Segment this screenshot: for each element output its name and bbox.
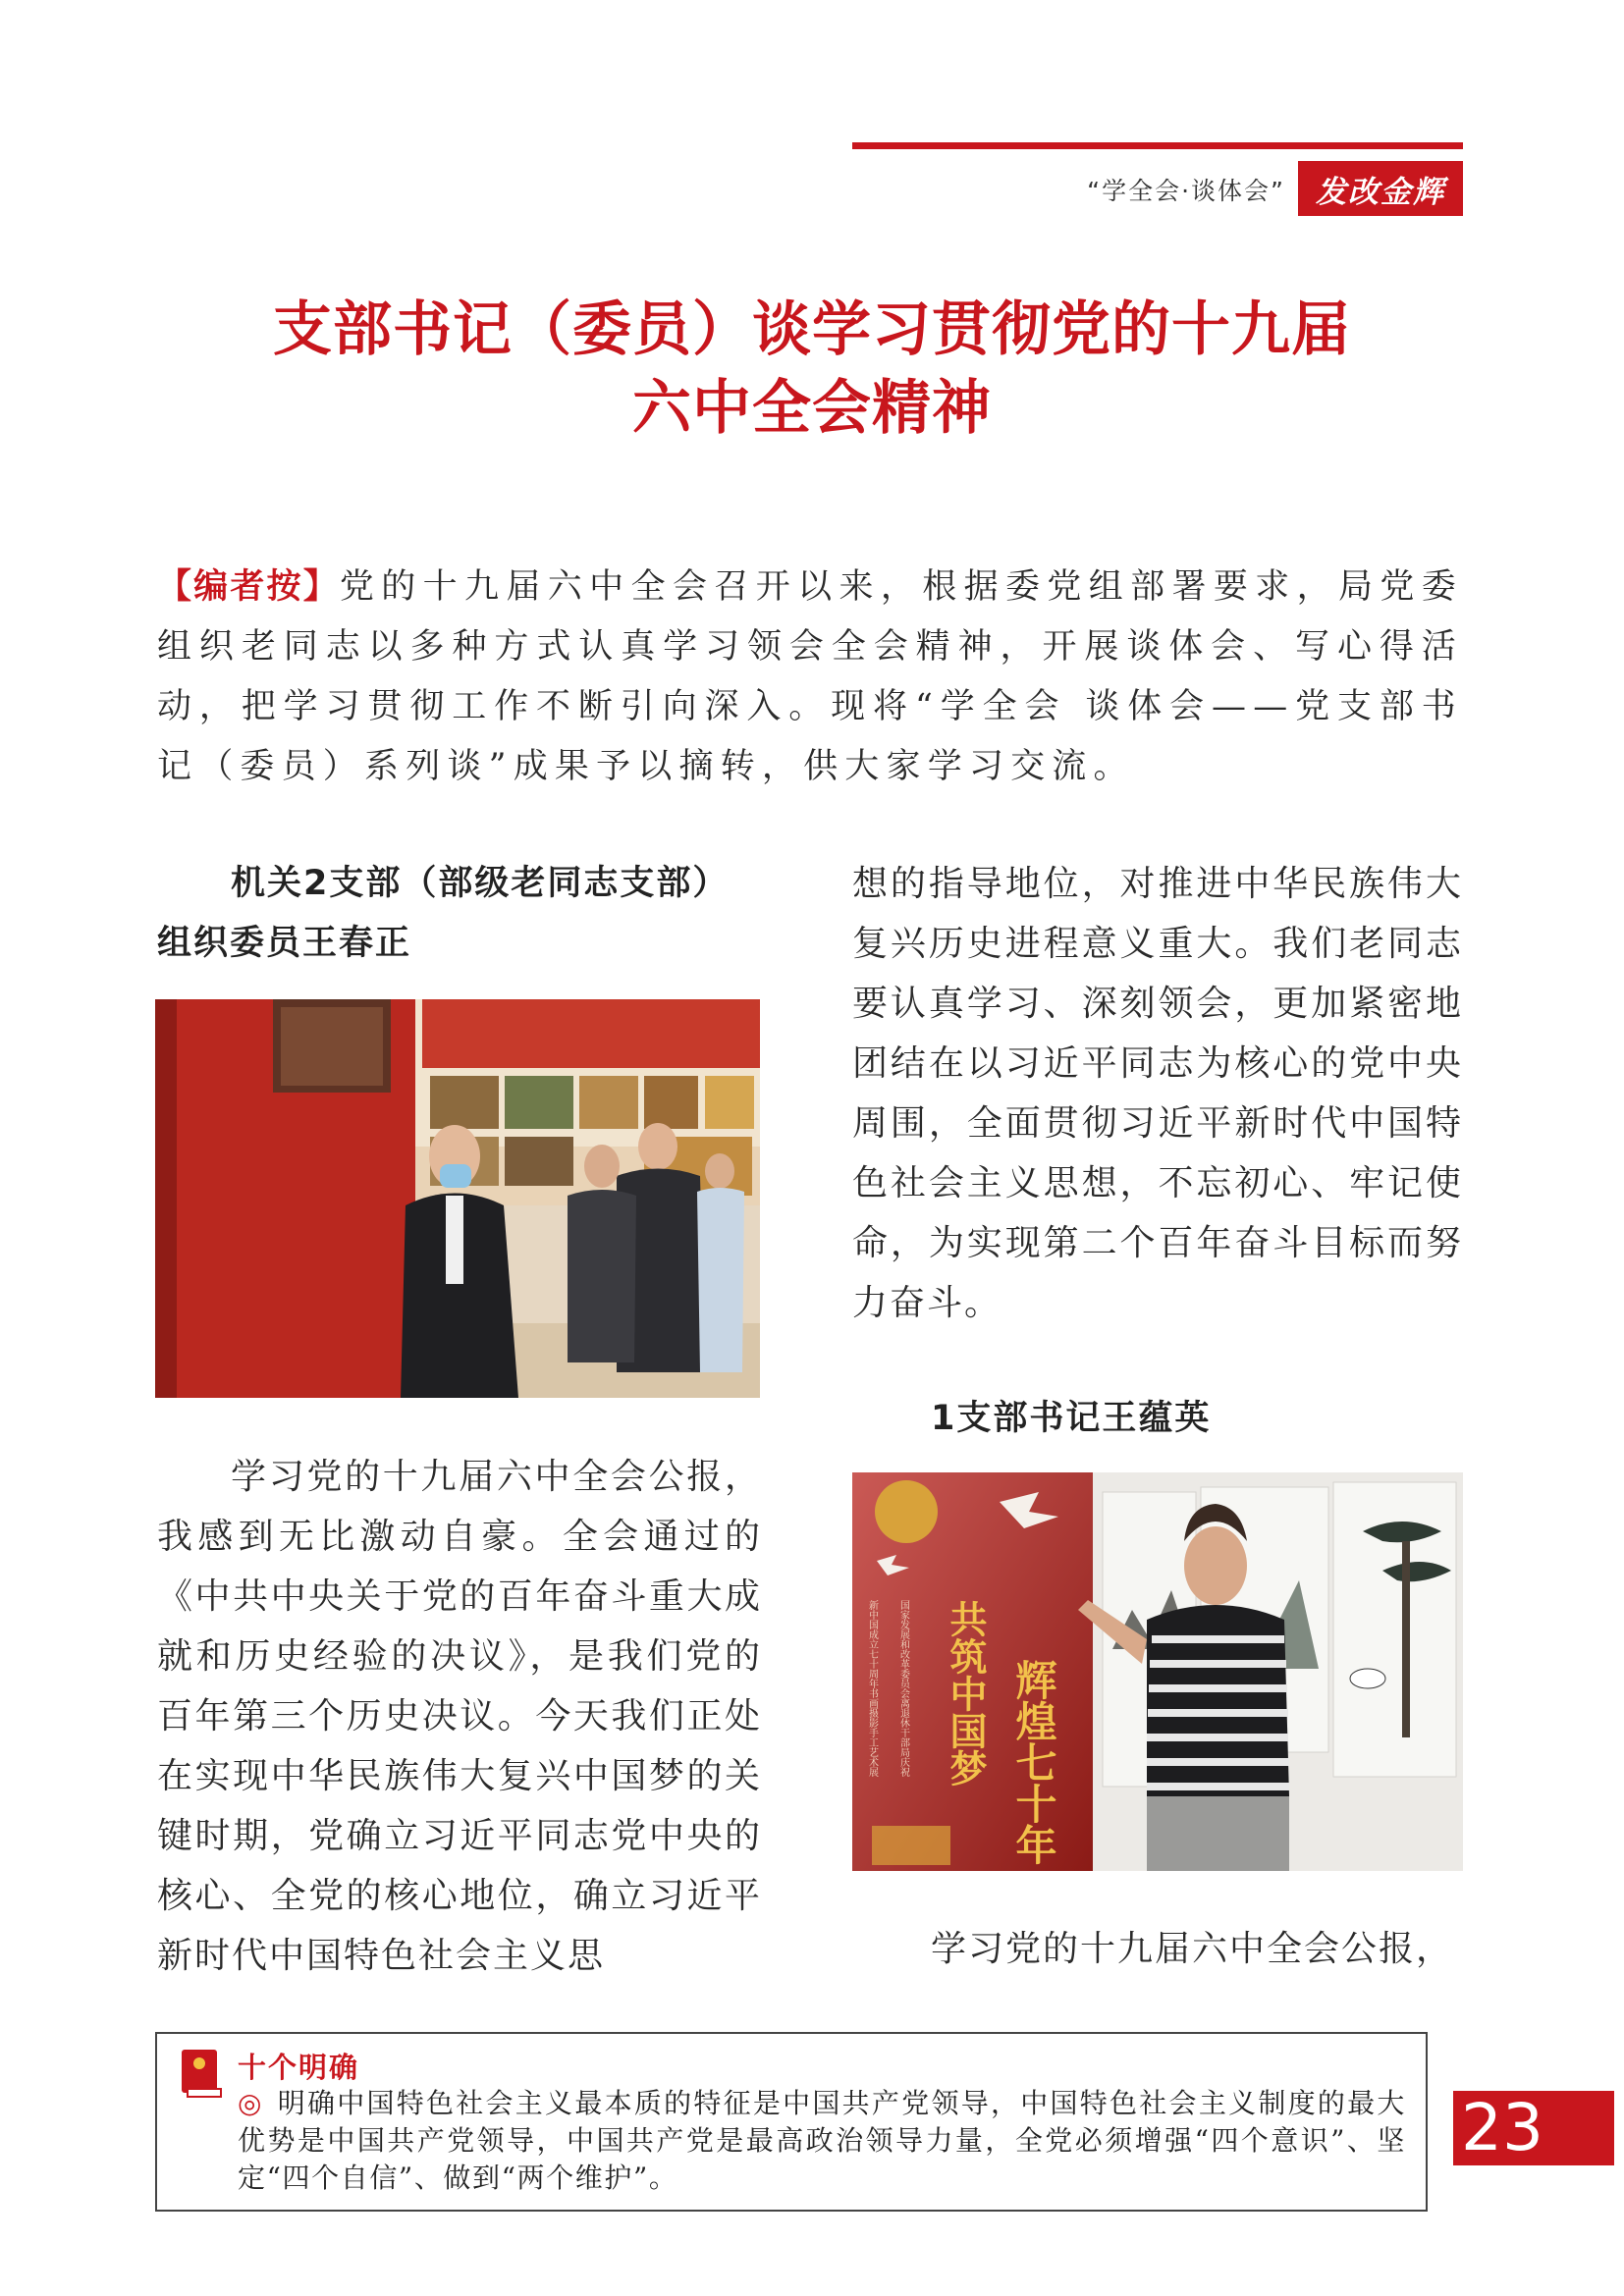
header-rule <box>852 142 1463 149</box>
magazine-badge: 发改金辉 <box>1298 161 1463 216</box>
editor-note-tag: 【编者按】 <box>157 567 340 607</box>
title-line-1: 支部书记（委员）谈学习贯彻党的十九届 <box>273 295 1351 364</box>
left-heading <box>157 854 766 974</box>
right-heading: 1支部书记王蕴英 <box>931 1399 1212 1438</box>
photo-exhibition-visit <box>155 999 760 1398</box>
right-continuation-paragraph: 想的指导地位，对推进中华民族伟大复兴历史进程意义重大。我们老同志要认真学习、深刻领会，更加紧密地团结在以习近平同志为核心的党中央周围，全面贯彻习近平新时代中国特色社会主义思想，不忘初心、牢记使命，为实现第二个百年奋斗目标而努力奋斗。 <box>852 864 1463 1323</box>
left-heading-line-2: 组织委员王春正 <box>157 924 412 963</box>
book-icon <box>180 2048 223 2099</box>
sidebar-box-text: 明确中国特色社会主义最本质的特征是中国共产党领导，中国特色社会主义制度的最大优势是中国共产党领导，中国共产党是最高政治领导力量，全党必须增强“四个意识”、坚定“四个自信”、做到“两个维护”。 <box>238 2087 1406 2194</box>
poster-slogan-2: 辉煌七十年 <box>1009 1659 1058 1865</box>
photo-exhibition-poster <box>852 1472 1463 1871</box>
article-title <box>0 291 1624 448</box>
right-body-paragraph: 学习党的十九届六中全会公报， <box>931 1929 1454 1969</box>
editor-note-text: 党的十九届六中全会召开以来，根据委党组部署要求，局党委组织老同志以多种方式认真学习领会全会精神，开展谈体会、写心得活动，把学习贯彻工作不断引向深入。现将“学全会 谈体会——党支部书记（委员）系列谈”成果予以摘转，供大家学习交流。 <box>157 567 1463 786</box>
right-body <box>852 1919 1463 1979</box>
title-line-2: 六中全会精神 <box>632 374 992 443</box>
poster-slogan-1: 共筑中国梦 <box>944 1600 987 1787</box>
left-body-paragraph: 学习党的十九届六中全会公报，我感到无比激动自豪。全会通过的《中共中央关于党的百年奋斗重大成就和历史经验的决议》，是我们党的百年第三个历史决议。今天我们正处在实现中华民族伟大复兴中国梦的关键时期，党确立习近平同志党中央的核心、全党的核心地位，确立习近平新时代中国特色社会主义思 <box>157 1457 762 1976</box>
left-body <box>157 1447 762 1986</box>
sidebar-box-body <box>238 2085 1406 2197</box>
left-heading-line-1: 机关2支部（部级老同志支部） <box>231 864 730 903</box>
right-continuation <box>852 854 1463 1333</box>
page-number: 23 <box>1453 2091 1614 2165</box>
circle-mark-icon: ◎ <box>238 2087 264 2119</box>
poster-subtitle-1: 新中国成立七十周年书画摄影手工艺术展 <box>866 1600 878 1777</box>
column-label: “学全会·谈体会” <box>1087 177 1285 205</box>
poster-subtitle-2: 国家发展和改革委员会离退休干部局庆祝 <box>897 1600 909 1777</box>
editor-note <box>157 558 1463 797</box>
sidebar-box-title: 十个明确 <box>238 2051 360 2084</box>
